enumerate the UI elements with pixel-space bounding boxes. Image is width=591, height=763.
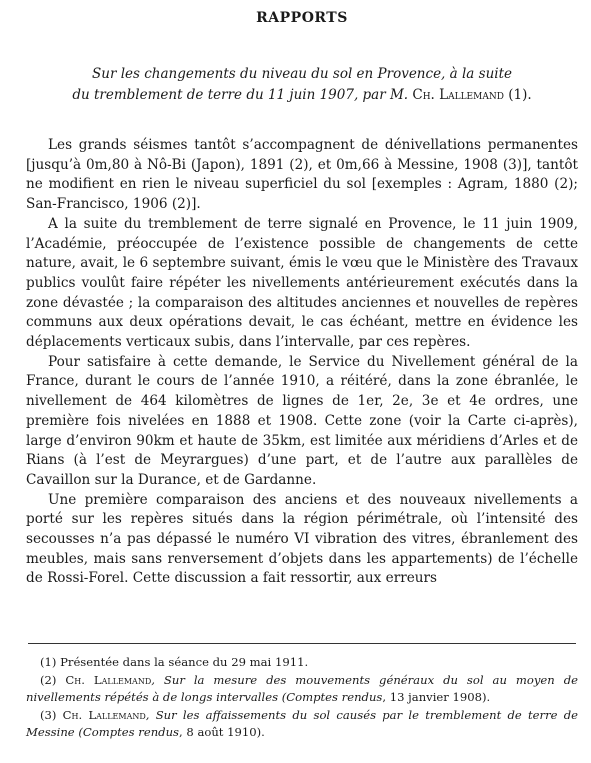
footnote-3-mark: (3)	[40, 708, 63, 722]
footnote-2-title: , Sur la mesure des mouvements généraux du sol au moyen de nivellements répétés à de longs intervalles	[26, 673, 579, 704]
article-title-line-1: Sur les changements du niveau du sol en Provence, à la suite	[92, 66, 512, 82]
footnote-3-rest: , 8 août 1910).	[179, 725, 265, 739]
footnote-divider	[28, 643, 576, 644]
footnote-3-journal: (Comptes rendus	[74, 725, 180, 739]
article-title	[26, 64, 578, 106]
footnotes	[26, 654, 578, 742]
paragraph-1: Les grands séismes tantôt s’accompagnent de dénivellations permanentes [jusqu’à 0m,80 à Nô-Bi (Japon), 1891 (2), et 0m,66 à Messine, 1908 (3)], tantôt ne modifient en rien le niveau superficiel du sol [exemples : Agram, 1880 (2); San-Francisco, 1906 (2)].	[26, 137, 578, 213]
article-title-line-2-prefix: du tremblement de terre du 11 juin 1907, par M.	[72, 87, 413, 103]
running-header: RAPPORTS	[256, 10, 348, 26]
footnote-2-mark: (2)	[40, 673, 66, 687]
footnote-2-journal: (Comptes rendus	[278, 690, 383, 704]
article-title-line-2	[26, 85, 578, 106]
paragraph-3: Pour satisfaire à cette demande, le Service du Nivellement général de la France, durant le cours de l’année 1910, a réitéré, dans la zone ébranlée, le nivellement de 464 kilomètres de lignes de 1er, 2e, 3e et 4e ordres, une première fois nivelées en 1888 et 1908. Cette zone (voir la Carte ci-après), large d’environ 90km et haute de 35km, est limitée aux méridiens d’Arles et de Rians (à l’est de Meyrargues) d’une part, et de l’autre aux parallèles de Cavaillon sur la Durance, et de Gardanne.	[26, 353, 578, 488]
article-author: Ch. Lallemand	[412, 87, 504, 103]
footnote-3-title: , Sur les affaissements du sol causés par le tremblement de terre de Messine	[26, 708, 578, 739]
article-footnote-ref: (1).	[503, 87, 532, 103]
footnote-3-author: Ch. Lallemand	[62, 708, 146, 722]
footnote-3	[26, 707, 578, 741]
paragraph-2: A la suite du tremblement de terre signalé en Provence, le 11 juin 1909, l’Académie, préoccupée de l’existence possible de changements de cette nature, avait, le 6 septembre suivant, émis le vœu que le Ministère des Travaux publics voulût faire répéter les nivellements antérieurement exécutés dans la zone dévastée ; la comparaison des altitudes anciennes et nouvelles de repères communs aux deux opérations devait, le cas échéant, mettre en évidence les déplacements verticaux subis, dans l’intervalle, par ces repères.	[26, 215, 578, 351]
article-body	[26, 136, 578, 589]
paragraph-4: Une première comparaison des anciens et des nouveaux nivellements a porté sur les repères situés dans la région périmétrale, où l’intensité des secousses n’a pas dépassé le numéro VI vibration des vitres, ébranlement des meubles, mais sans renversement d’objets dans les appartements) de l’échelle de Rossi-Forel. Cette discussion a fait ressortir, aux erreurs	[26, 491, 578, 587]
footnote-2-author: Ch. Lallemand	[65, 673, 152, 687]
footnote-2-rest: , 13 janvier 1908).	[382, 690, 491, 704]
footnote-2	[26, 672, 578, 706]
footnote-1: (1) Présentée dans la séance du 29 mai 1911.	[40, 655, 309, 669]
